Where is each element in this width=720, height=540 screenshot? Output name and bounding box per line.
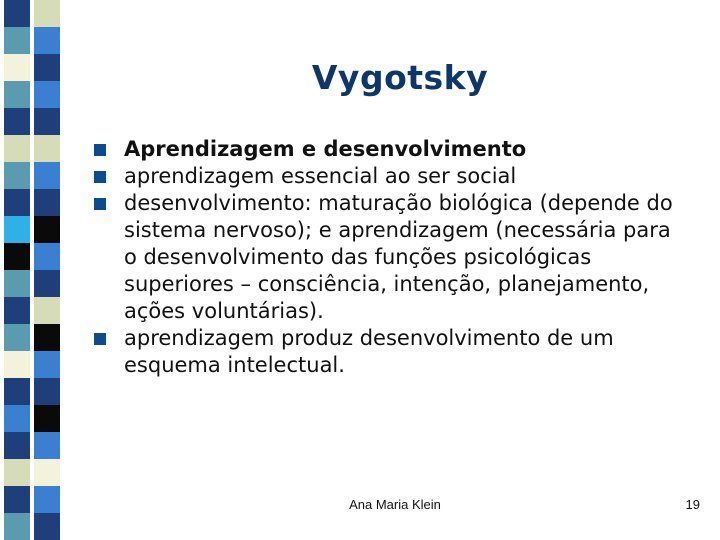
stripe-block [4,27,30,54]
footer-author: Ana Maria Klein [349,497,441,512]
bullet-item [92,325,712,379]
bullet-item [92,136,712,163]
stripe-block [4,432,30,459]
stripe-block [34,27,60,54]
stripe-block [4,405,30,432]
stripe-block [34,54,60,81]
bullet-text: Aprendizagem e desenvolvimento [124,137,527,161]
stripe-block [34,189,60,216]
stripe-block [34,270,60,297]
stripe-block [4,108,30,135]
stripe-block [4,162,30,189]
stripe-block [34,513,60,540]
bullet-item [92,163,712,190]
stripe-block [4,351,30,378]
stripe-block [34,216,60,243]
stripe-block [34,108,60,135]
decorative-stripe [0,0,64,540]
stripe-block [4,297,30,324]
stripe-block [4,378,30,405]
stripe-block [34,432,60,459]
stripe-block [34,81,60,108]
square-bullet-icon [94,333,106,345]
stripe-block [34,324,60,351]
stripe-block [4,459,30,486]
stripe-block [34,405,60,432]
bullet-text: aprendizagem produz desenvolvimento de um esquema intelectual. [124,326,614,377]
stripe-block [34,297,60,324]
stripe-block [4,324,30,351]
stripe-block [34,351,60,378]
stripe-block [4,135,30,162]
stripe-block [34,459,60,486]
stripe-block [4,216,30,243]
stripe-block [34,135,60,162]
bullet-text: aprendizagem essencial ao ser social [124,164,517,188]
stripe-block [4,54,30,81]
bullet-item [92,190,684,325]
stripe-block [4,81,30,108]
page-number: 19 [685,497,700,512]
slide-title: Vygotsky [311,58,489,97]
bullet-text: desenvolvimento: maturação biológica (depende do sistema nervoso); e aprendizagem (necessária para o desenvolvimento das funções psicológicas superiores – consciência, intenção, planejamento, ações voluntárias). [124,191,673,323]
stripe-block [34,243,60,270]
stripe-block [4,243,30,270]
stripe-block [34,0,60,27]
stripe-block [4,0,30,27]
square-bullet-icon [94,144,106,156]
stripe-block [4,513,30,540]
stripe-block [4,270,30,297]
stripe-block [34,378,60,405]
stripe-block [4,189,30,216]
stripe-block [34,162,60,189]
square-bullet-icon [94,198,106,210]
bullet-list [92,136,712,379]
square-bullet-icon [94,171,106,183]
